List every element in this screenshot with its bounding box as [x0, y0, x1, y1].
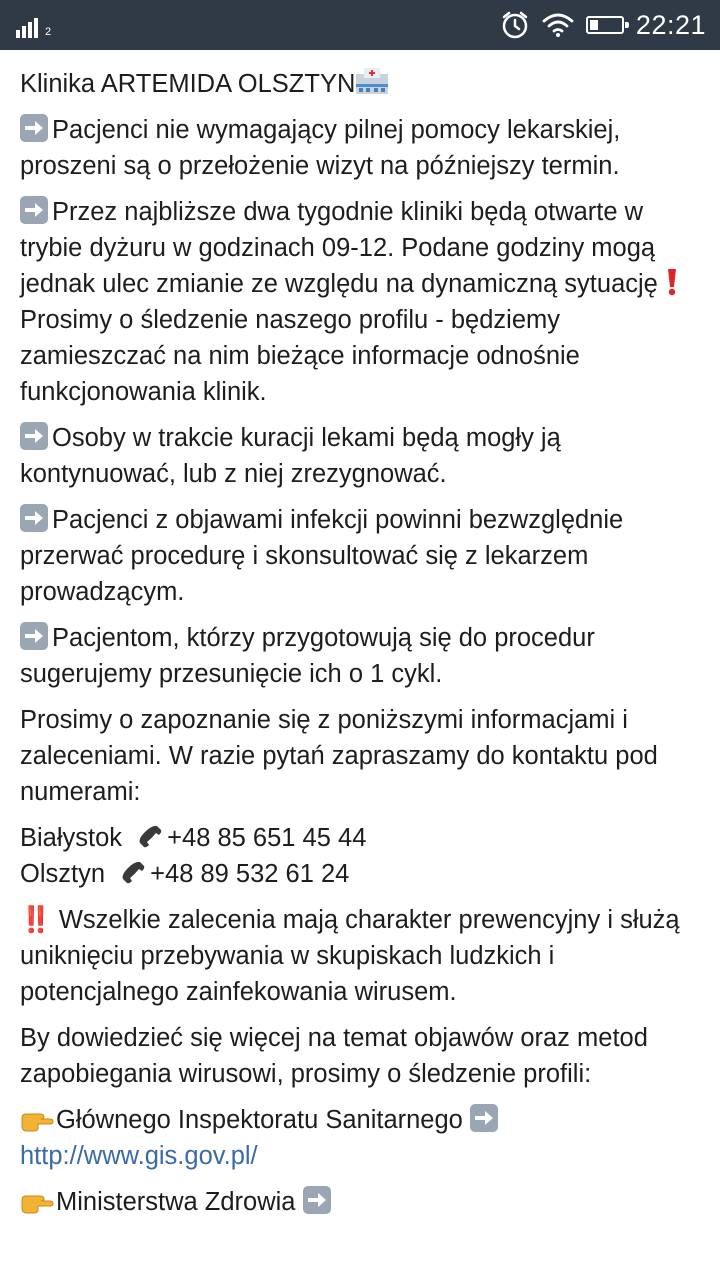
paragraph-contact-intro: Prosimy o zapoznanie się z poniższymi informacjami i zaleceniami. W razie pytań zapraszamy do kontaktu pod numerami: — [20, 706, 658, 806]
double-exclamation-icon: ‼️ — [20, 906, 52, 934]
phone-number-olsztyn[interactable]: +48 89 532 61 24 — [150, 860, 350, 888]
pointing-hand-icon — [20, 1188, 54, 1214]
phone-number-bialystok[interactable]: +48 85 651 45 44 — [167, 824, 367, 852]
post-title-line — [20, 66, 700, 102]
post-content — [0, 50, 720, 1220]
gis-link[interactable]: http://www.gis.gov.pl/ — [20, 1142, 258, 1170]
paragraph-treatment: Osoby w trakcie kuracji lekami będą mogły ją kontynuować, lub z niej zrezygnować. — [20, 424, 561, 488]
right-arrow-icon — [20, 114, 48, 142]
signal-indicator — [16, 12, 51, 38]
telephone-icon — [135, 824, 163, 850]
contact-bialystok: Białystok +48 85 651 45 44 — [20, 824, 367, 852]
source-ministry: Ministerstwa Zdrowia — [20, 1184, 700, 1220]
pointing-hand-icon — [20, 1106, 54, 1132]
right-arrow-icon — [20, 196, 48, 224]
contact-olsztyn: Olsztyn +48 89 532 61 24 — [20, 860, 350, 888]
paragraph-postpone: Pacjenci nie wymagający pilnej pomocy lekarskiej, proszeni są o przełożenie wizyt na późniejszy termin. — [20, 116, 621, 180]
wifi-icon — [542, 12, 574, 38]
right-arrow-icon — [20, 622, 48, 650]
paragraph-prevention: ‼️ Wszelkie zalecenia mają charakter prewencyjny i służą uniknięciu przebywania w skupiskach ludzkich i potencjalnego zainfekowania wirusem. — [20, 906, 680, 1006]
sim-slot-label: 2 — [45, 26, 52, 38]
right-arrow-icon — [20, 504, 48, 532]
paragraph-infection: Pacjenci z objawami infekcji powinni bezwzględnie przerwać procedurę i skonsultować się z lekarzem prowadzącym. — [20, 506, 624, 606]
hospital-icon — [355, 66, 389, 96]
red-exclamation-icon — [665, 268, 679, 296]
battery-icon — [586, 16, 624, 34]
status-time: 22:21 — [635, 9, 706, 40]
right-arrow-icon — [470, 1104, 498, 1132]
contact-list — [20, 820, 700, 892]
paragraph-hours: Przez najbliższe dwa tygodnie kliniki będą otwarte w trybie dyżuru w godzinach 09-12. Podane godziny mogą jednak ulec zmianie ze względu na dynamiczną sytuację Prosimy o śledzenie naszego profilu - będziemy zamieszczać na nim bieżące informacje odnośnie funkcjonowania klinik. — [20, 194, 700, 410]
paragraph-follow: By dowiedzieć się więcej na temat objawów oraz metod zapobiegania wirusowi, prosimy o śledzenie profili: — [20, 1024, 648, 1088]
right-arrow-icon — [20, 422, 48, 450]
paragraph-cycle: Pacjentom, którzy przygotowują się do procedur sugerujemy przesunięcie ich o 1 cykl. — [20, 624, 595, 688]
right-arrow-icon — [303, 1186, 331, 1214]
alarm-clock-icon — [500, 10, 530, 40]
status-bar — [0, 0, 720, 50]
signal-icon — [16, 16, 44, 38]
post-title: Klinika ARTEMIDA OLSZTYN — [20, 70, 356, 98]
telephone-icon — [118, 860, 146, 886]
source-gis: Głównego Inspektoratu Sanitarnego http://www.gis.gov.pl/ — [20, 1102, 700, 1174]
